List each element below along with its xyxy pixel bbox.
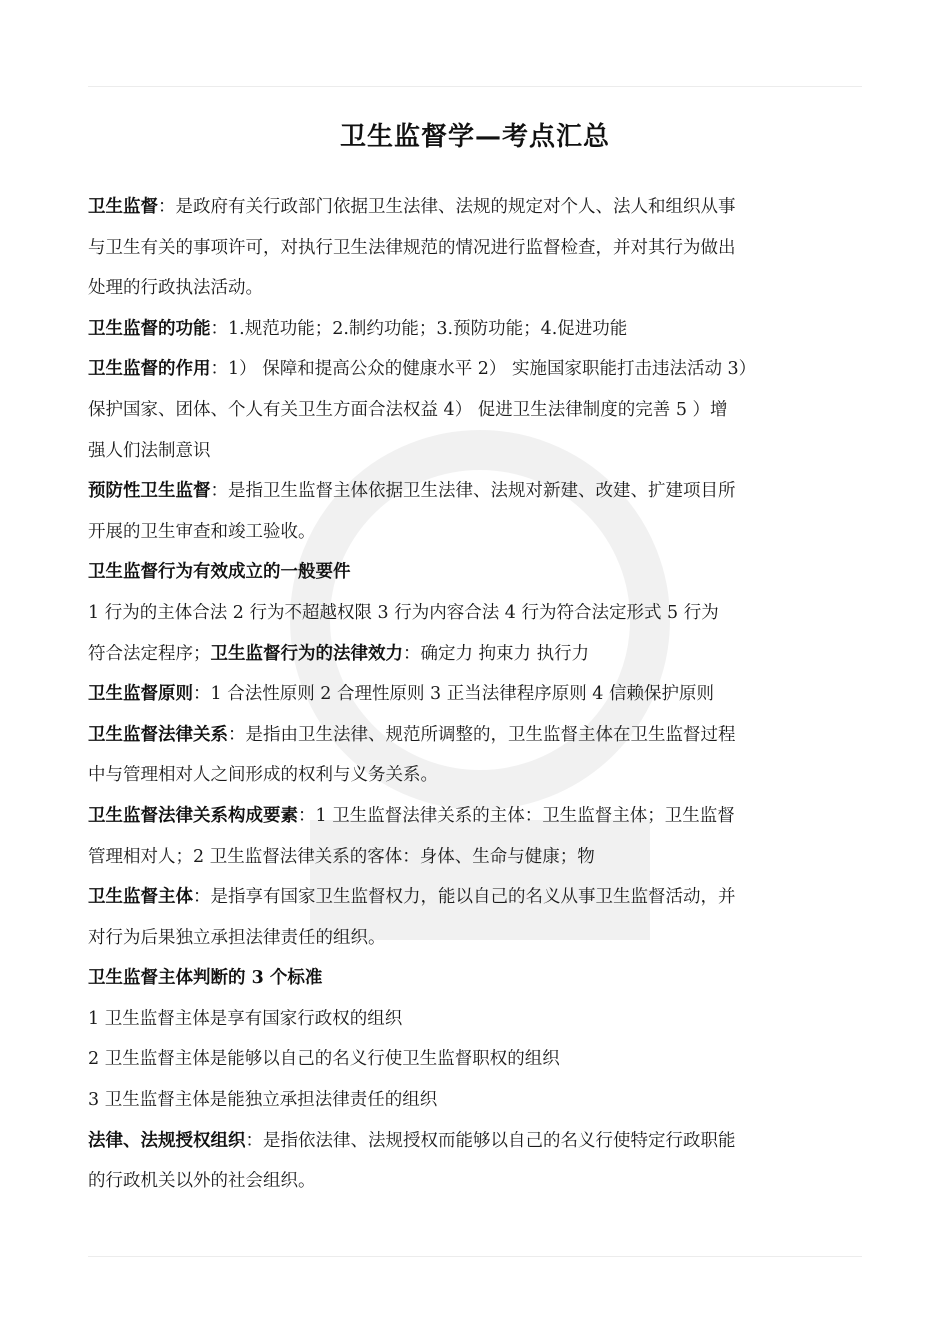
separator: ： — [228, 724, 246, 745]
separator: ： — [210, 359, 228, 380]
paragraph-text: 1.规范功能；2.制约功能；3.预防功能；4.促进功能 — [228, 318, 628, 339]
separator: ： — [403, 643, 421, 664]
paragraph-text: 是指由卫生法律、规范所调整的，卫生监督主体在卫生监督过程 — [245, 724, 736, 745]
paragraph-elements — [88, 796, 864, 877]
bottom-divider — [88, 1256, 862, 1257]
section-heading: 卫生监督行为有效成立的一般要件 — [88, 562, 351, 583]
term-label: 卫生监督的功能 — [88, 318, 211, 339]
paragraph-roles — [88, 349, 864, 471]
separator: ： — [210, 318, 228, 339]
separator: ： — [298, 805, 316, 826]
list-item: 2 卫生监督主体是能够以自己的名义行使卫生监督职权的组织 — [88, 1049, 560, 1070]
paragraph-text: 开展的卫生审查和竣工验收。 — [88, 521, 316, 542]
section-heading: 卫生监督主体判断的 3 个标准 — [88, 968, 323, 989]
term-label: 法律、法规授权组织 — [88, 1130, 246, 1151]
term-label: 预防性卫生监督 — [88, 481, 211, 502]
paragraph-text: 1 卫生监督法律关系的主体：卫生监督主体；卫生监督 — [315, 805, 735, 826]
term-label: 卫生监督 — [88, 197, 158, 217]
paragraph-text: 强人们法制意识 — [88, 440, 211, 461]
document-body — [88, 187, 864, 1202]
paragraph-text: 确定力 拘束力 执行力 — [420, 643, 590, 664]
separator: ： — [210, 481, 228, 502]
term-label: 卫生监督主体 — [88, 887, 193, 908]
paragraph-subject — [88, 877, 864, 958]
term-label: 卫生监督原则 — [88, 684, 193, 705]
list-item: 1 卫生监督主体是享有国家行政权的组织 — [88, 1008, 403, 1029]
paragraph-principles — [88, 674, 864, 715]
paragraph-text: 处理的行政执法活动。 — [88, 278, 263, 299]
term-label: 卫生监督法律关系构成要素 — [88, 805, 298, 826]
paragraph-text: 与卫生有关的事项许可，对执行卫生法律规范的情况进行监督检查，并对其行为做出 — [88, 237, 736, 258]
paragraph-preventive — [88, 471, 864, 552]
list-item: 3 卫生监督主体是能独立承担法律责任的组织 — [88, 1090, 438, 1111]
paragraph-text: 管理相对人；2 卫生监督法律关系的客体：身体、生命与健康；物 — [88, 846, 595, 867]
term-label: 卫生监督行为的法律效力 — [210, 643, 403, 664]
paragraph-text: 中与管理相对人之间形成的权利与义务关系。 — [88, 765, 438, 786]
paragraph-text: 的行政机关以外的社会组织。 — [88, 1171, 316, 1192]
term-label: 卫生监督的作用 — [88, 359, 211, 380]
separator: ： — [245, 1130, 263, 1151]
paragraph-text: 符合法定程序； — [88, 643, 211, 664]
paragraph-text: 是政府有关行政部门依据卫生法律、法规的规定对个人、法人和组织从事 — [175, 197, 736, 217]
term-label: 卫生监督法律关系 — [88, 724, 228, 745]
paragraph-text: 是指享有国家卫生监督权力，能以自己的名义从事卫生监督活动，并 — [210, 887, 736, 908]
paragraph-text: 1 行为的主体合法 2 行为不超越权限 3 行为内容合法 4 行为符合法定形式 5 行为 — [88, 602, 719, 623]
paragraph-text: 是指依法律、法规授权而能够以自己的名义行使特定行政职能 — [263, 1130, 736, 1151]
paragraph-functions — [88, 309, 864, 350]
separator: ： — [193, 887, 211, 908]
paragraph-requirements — [88, 593, 864, 674]
paragraph-text: 是指卫生监督主体依据卫生法律、法规对新建、改建、扩建项目所 — [228, 481, 736, 502]
separator: ： — [158, 197, 176, 217]
paragraph-text: 1 合法性原则 2 合理性原则 3 正当法律程序原则 4 信赖保护原则 — [210, 684, 714, 705]
top-divider — [88, 86, 862, 87]
paragraph-text: 保护国家、团体、个人有关卫生方面合法权益 4） 促进卫生法律制度的完善 5 ）增 — [88, 399, 728, 420]
separator: ： — [193, 684, 211, 705]
paragraph-legal-relation — [88, 715, 864, 796]
paragraph-authorized-org — [88, 1121, 864, 1202]
document-title: 卫生监督学—考点汇总 — [339, 122, 610, 152]
paragraph-text: 1） 保障和提高公众的健康水平 2） 实施国家职能打击违法活动 3） — [228, 359, 757, 380]
paragraph-text: 对行为后果独立承担法律责任的组织。 — [88, 927, 386, 948]
paragraph-definition — [88, 187, 864, 309]
